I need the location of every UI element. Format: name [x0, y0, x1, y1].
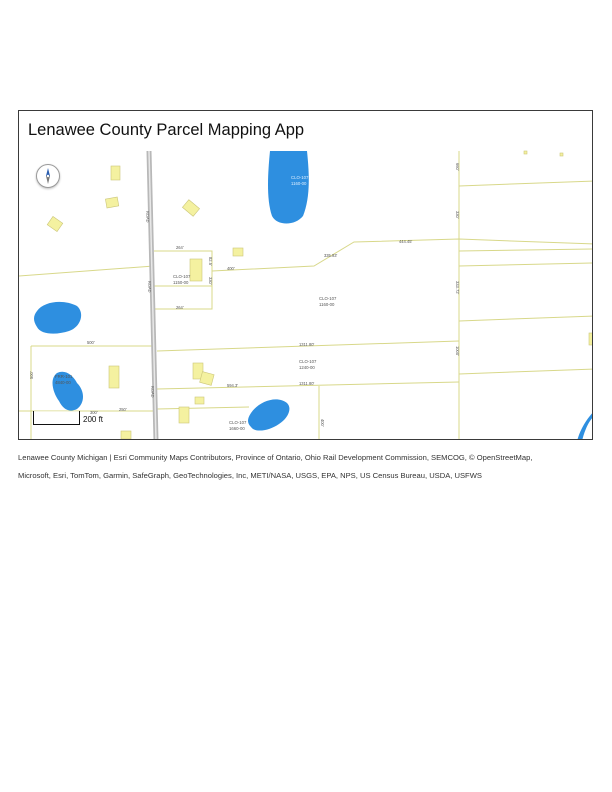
dimension-label: 250' [119, 407, 127, 412]
building [200, 372, 214, 386]
parcel-line [459, 369, 593, 374]
building [111, 166, 120, 180]
dimension-label: 1311.80' [299, 381, 315, 386]
parcel-line [157, 407, 249, 409]
parcel-label: CLO-107 [299, 359, 317, 364]
dimension-label: 1311.80' [299, 342, 315, 347]
building [47, 216, 63, 231]
dimension-label: 500' [87, 340, 95, 345]
building [121, 431, 131, 439]
svg-text:ROAD: ROAD [150, 385, 156, 398]
building [105, 197, 118, 208]
scale-bar [33, 411, 80, 425]
dimension-label: 333.72' [455, 281, 460, 295]
parcel-label: CLO-107 [319, 296, 337, 301]
parcel-label: 1660-00 [229, 426, 245, 431]
parcel-label: CLO-107 [291, 175, 309, 180]
pond-left [34, 302, 81, 334]
attribution-line-2: Microsoft, Esri, TomTom, Garmin, SafeGraph, GeoTechnologies, Inc, METI/NASA, USGS, EPA, NPS, US Census Bureau, USDA, USFWS [18, 471, 482, 480]
parcel-line [459, 249, 593, 251]
dimension-label: 330' [455, 211, 460, 219]
stream [577, 411, 593, 440]
dimension-label: 264' [176, 245, 184, 250]
parcel-label: 1160-00 [319, 302, 335, 307]
dimension-label: 330' [208, 277, 213, 285]
map-frame [18, 110, 593, 440]
building [190, 259, 202, 281]
dimension-label: 1000' [455, 346, 460, 356]
building [109, 366, 119, 388]
parcel-label: 4840-00 [55, 380, 71, 385]
dimension-label: 500' [29, 371, 34, 379]
building [589, 333, 593, 345]
parcel-line [459, 316, 593, 321]
building [233, 248, 243, 256]
attribution-line-1: Lenawee County Michigan | Esri Community Maps Contributors, Province of Ontario, Ohio Rail Development Commission, SEMCOG, © OpenStreetMap, [18, 453, 533, 462]
app-title: Lenawee County Parcel Mapping App [28, 121, 305, 139]
svg-text:ROAD: ROAD [145, 210, 151, 223]
dimension-label: 660' [455, 163, 460, 171]
dimension-label: 264' [176, 305, 184, 310]
parcel-label: 1240-00 [299, 365, 315, 370]
building [560, 153, 563, 156]
building [182, 200, 199, 217]
parcel-line [459, 263, 593, 266]
parcel-label: 1150-00 [173, 280, 189, 285]
parcel-label: CLO-107 [173, 274, 191, 279]
pond-top [268, 151, 309, 224]
dimension-label: 300' [90, 410, 98, 415]
buildings [47, 151, 593, 439]
dimension-label: 400' [227, 266, 235, 271]
building [524, 151, 527, 154]
building [179, 407, 189, 423]
scale-label: 200 ft [83, 415, 104, 424]
parcel-line [19, 266, 154, 276]
parcel-line [459, 181, 593, 186]
road [145, 151, 156, 440]
dimension-label: 335.93' [324, 253, 338, 258]
dimension-label: 594.3' [227, 383, 239, 388]
dimension-label: 400' [320, 419, 325, 427]
map-attribution [18, 449, 598, 485]
pond-lower-mid [248, 399, 289, 430]
svg-text:ROAD: ROAD [147, 280, 153, 293]
parcel-label: CLO-107 [229, 420, 247, 425]
map-canvas[interactable] [19, 111, 593, 440]
building [195, 397, 204, 404]
dimension-label: 82.5' [208, 257, 213, 266]
water-bodies [34, 151, 593, 440]
dimension-label: 444.45' [399, 239, 413, 244]
parcel-label: FRR-101 [55, 374, 73, 379]
compass-icon[interactable] [36, 164, 60, 188]
parcel-label: 1160-00 [291, 181, 307, 186]
